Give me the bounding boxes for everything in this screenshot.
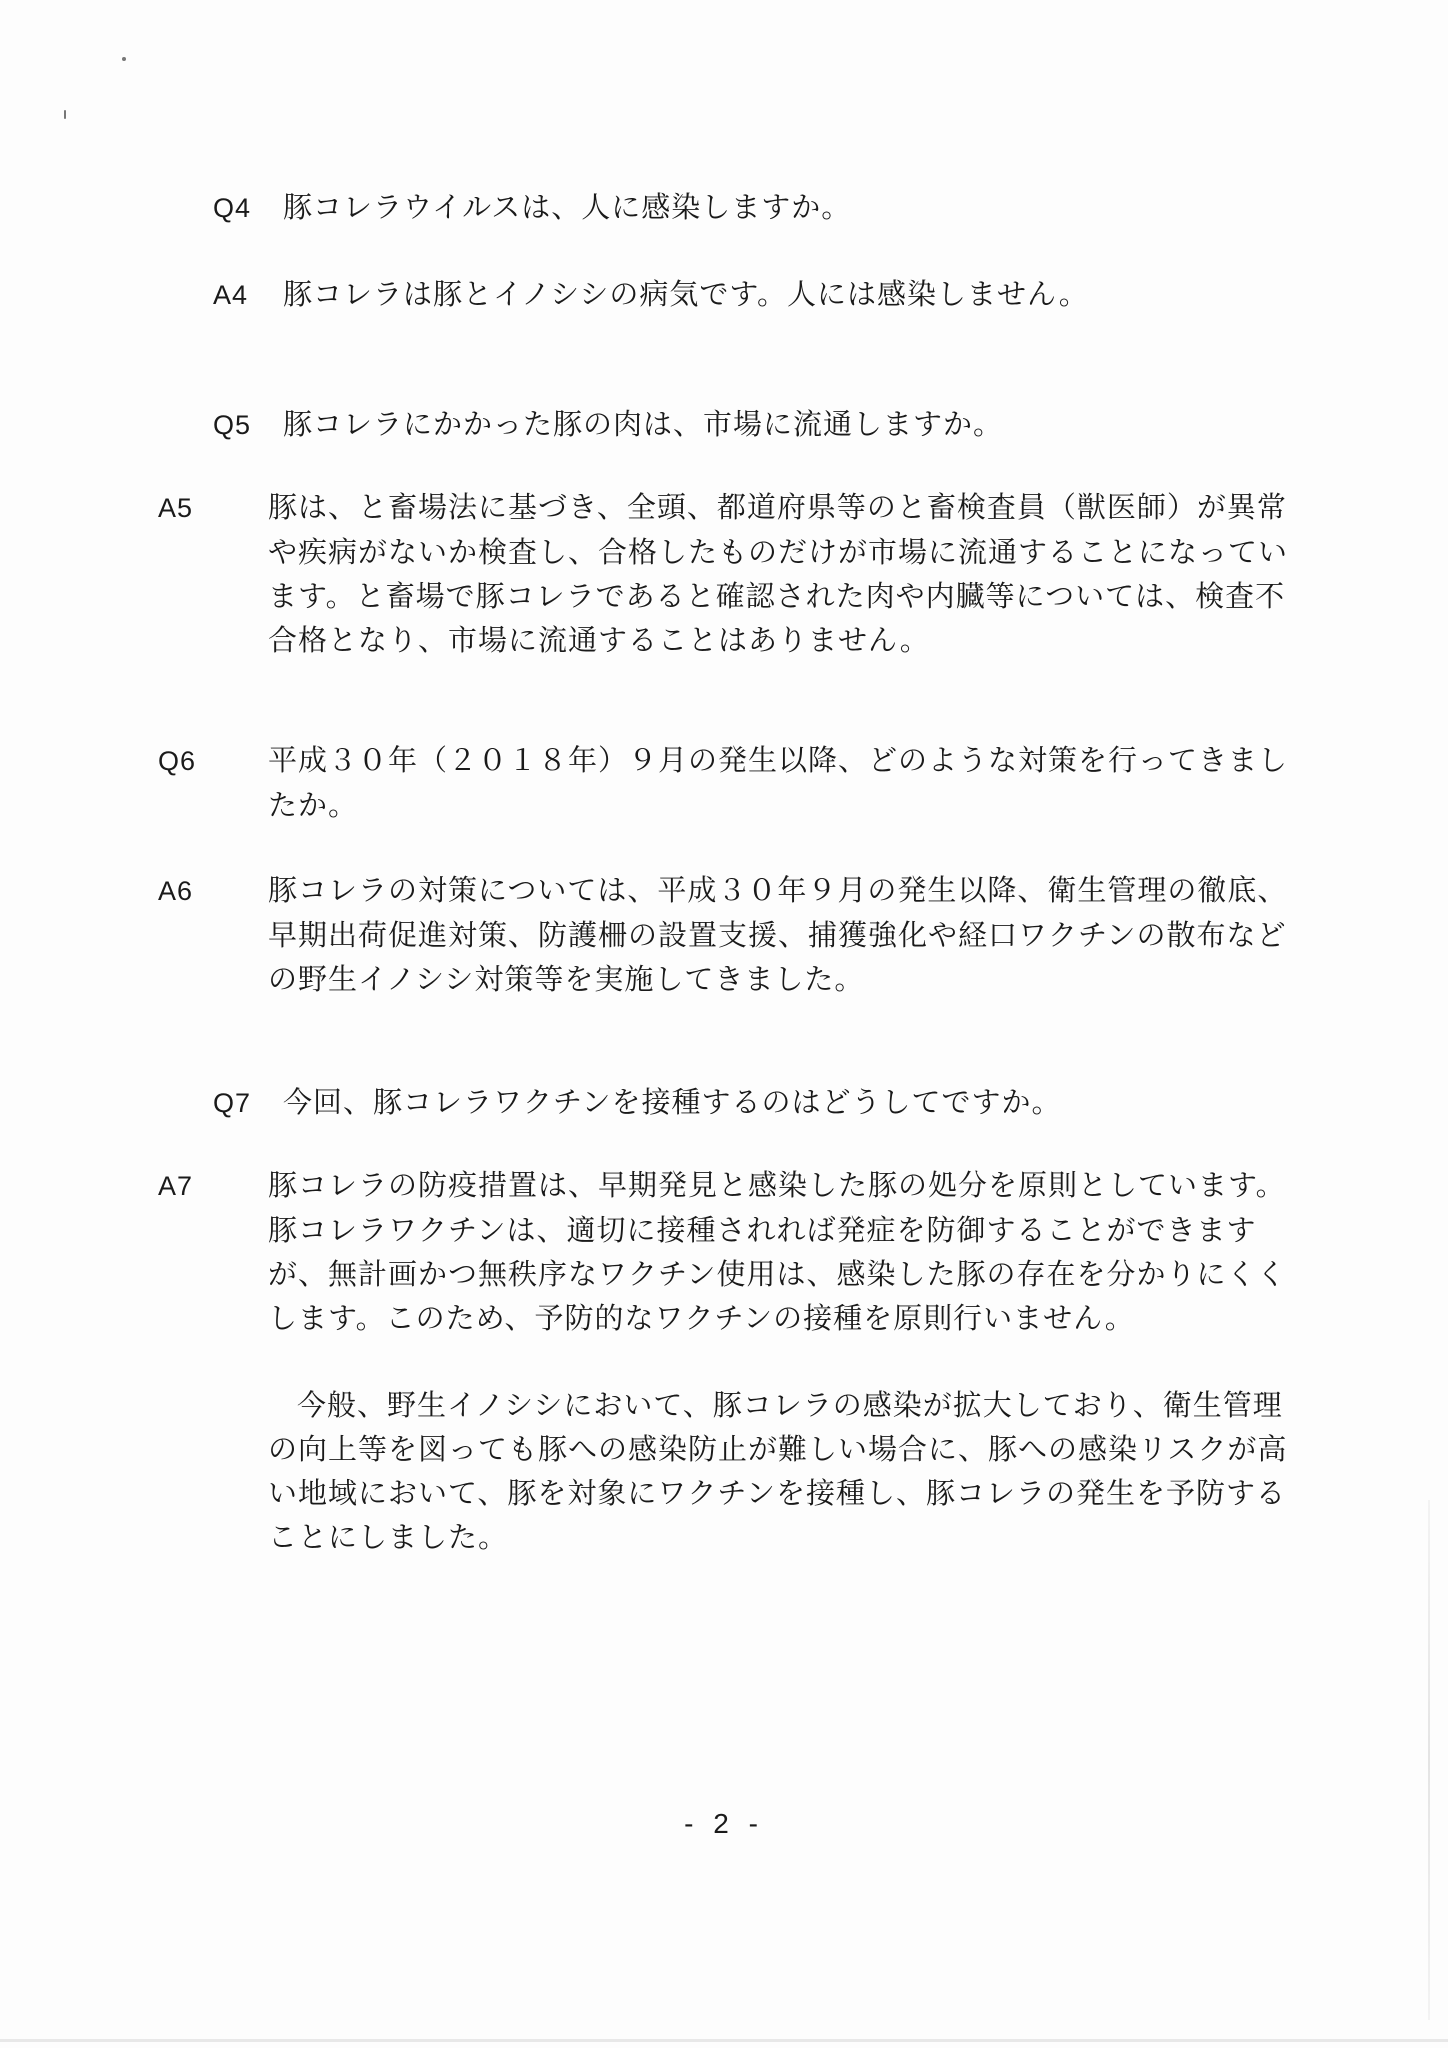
answer-label: A7 <box>158 1171 194 1201</box>
question-text: 豚コレラウイルスは、人に感染しますか。 <box>283 190 852 224</box>
question-label: Q7 <box>213 1088 252 1118</box>
answer-text: 豚は、と畜場法に基づき、全頭、都道府県等のと畜検査員（獣医師）が異常や疾病がないか検査し、合格したものだけが市場に流通することになっています。と畜場で豚コレラであると確認された肉や内臓等については、検査不合格となり、市場に流通することはありません。 <box>268 490 1289 657</box>
question-label: Q5 <box>213 410 252 440</box>
answer-label: A6 <box>158 876 194 906</box>
answer-6 <box>158 868 1288 1001</box>
page-number: - 2 - <box>684 1808 764 1839</box>
question-label: Q6 <box>158 746 197 776</box>
question-7 <box>213 1080 1233 1125</box>
question-6 <box>158 738 1289 827</box>
answer-text: 豚コレラの対策については、平成３０年９月の発生以降、衛生管理の徹底、早期出荷促進対策、防護柵の設置支援、捕獲強化や経口ワクチンの散布などの野生イノシシ対策等を実施してきました。 <box>268 873 1288 996</box>
answer-text: 豚コレラは豚とイノシシの病気です。人には感染しません。 <box>283 277 1089 311</box>
answer-7 <box>158 1163 1288 1340</box>
question-4 <box>213 185 1233 230</box>
scan-speck <box>122 57 126 61</box>
answer-label: A4 <box>213 280 249 310</box>
question-text: 平成３０年（２０１８年）９月の発生以降、どのような対策を行ってきましたか。 <box>268 743 1289 822</box>
question-5 <box>213 402 1233 447</box>
scan-bottom-edge <box>0 2039 1448 2042</box>
scan-speck <box>64 110 66 119</box>
answer-label: A5 <box>158 493 194 523</box>
answer-text: 豚コレラの防疫措置は、早期発見と感染した豚の処分を原則としています。豚コレラワクチンは、適切に接種されれば発症を防御することができますが、無計画かつ無秩序なワクチン使用は、感染した豚の存在を分かりにくくします。このため、予防的なワクチンの接種を原則行いません。 <box>268 1168 1287 1335</box>
answer-4 <box>213 272 1233 317</box>
question-text: 豚コレラにかかった豚の肉は、市場に流通しますか。 <box>283 407 1004 441</box>
question-text: 今回、豚コレラワクチンを接種するのはどうしてですか。 <box>283 1085 1062 1119</box>
question-label: Q4 <box>213 193 252 223</box>
answer-7-paragraph-2 <box>213 1383 1288 1559</box>
answer-text: 今般、野生イノシシにおいて、豚コレラの感染が拡大しており、衛生管理の向上等を図っても豚への感染防止が難しい場合に、豚への感染リスクが高い地域において、豚を対象にワクチンを接種し、豚コレラの発生を予防することにしました。 <box>268 1388 1288 1554</box>
answer-5 <box>158 485 1289 662</box>
scan-edge-shadow <box>1428 1500 1430 2020</box>
